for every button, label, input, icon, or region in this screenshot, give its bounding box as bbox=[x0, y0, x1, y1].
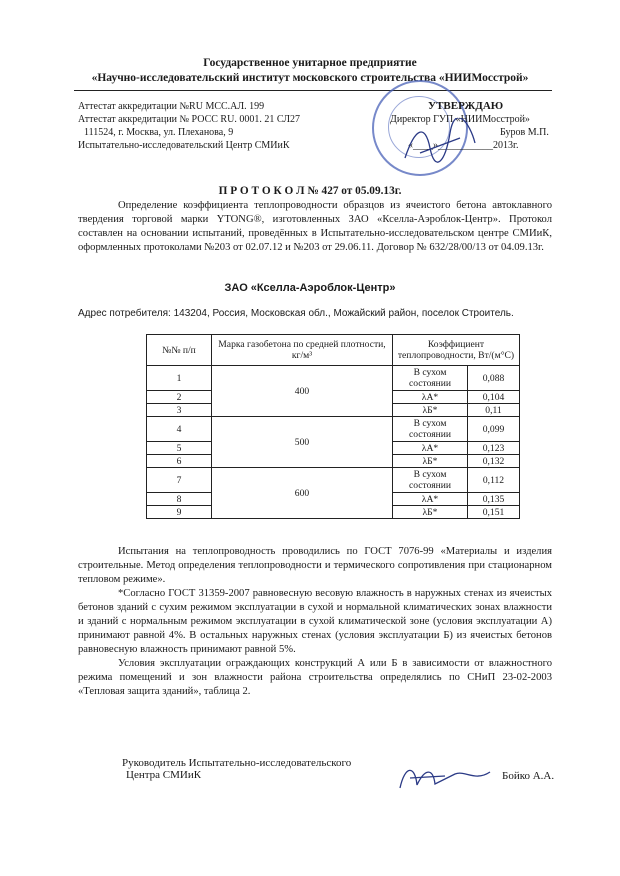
value-cell: 0,112 bbox=[468, 468, 520, 493]
center-name-line: Испытательно-исследовательский Центр СМИиК bbox=[78, 140, 290, 151]
condition-cell: λБ* bbox=[393, 506, 468, 519]
grade-cell: 600 bbox=[212, 468, 393, 519]
signatory-role bbox=[122, 757, 351, 781]
table-header-row bbox=[147, 335, 520, 366]
value-cell: 0,088 bbox=[468, 366, 520, 391]
signatory-role-line1: Руководитель Испытательно-исследовательского bbox=[122, 757, 352, 769]
results-table bbox=[146, 334, 520, 519]
condition-cell: В сухом состоянии bbox=[393, 468, 468, 493]
col-num-header: №№ п/п bbox=[147, 335, 212, 366]
protocol-title: П Р О Т О К О Л № 427 от 05.09.13г. bbox=[218, 185, 402, 197]
approve-name: Буров М.П. bbox=[500, 127, 549, 138]
paragraph-footnote: *Согласно ГОСТ 31359-2007 равновесную весовую влажность в наружных стенах из ячеистых бетонов зданий с сухим режимом эксплуатации в сухой и нормальной климатических зонах влажности и зданий с нормальным режимом эксплуатации в сухой климатической зоне (условия эксплуатации А) принимают равной 4%. В остальных наружных стенах (условия эксплуатации Б) из ячеистых бетонов равновесную влажность принимают равной 5%. bbox=[78, 588, 552, 655]
signatory-role-line2: Центра СМИиК bbox=[126, 769, 202, 781]
approve-title: УТВЕРЖДАЮ bbox=[428, 100, 504, 112]
col-coef-header: Коэффициент теплопроводности, Вт/(м°С) bbox=[393, 335, 520, 366]
value-cell: 0,099 bbox=[468, 417, 520, 442]
director-signature-icon bbox=[400, 118, 480, 168]
org-name-line1: Государственное унитарное предприятие bbox=[203, 57, 417, 69]
condition-cell: λА* bbox=[393, 442, 468, 455]
org-name-line2: «Научно-исследовательский институт московского строительства «НИИМосстрой» bbox=[91, 72, 529, 84]
paragraph-test-method: Испытания на теплопроводность проводились по ГОСТ 7076-99 «Материалы и изделия строительные. Метод определения теплопроводности и термического сопротивления при стационарном тепловом режиме». bbox=[78, 546, 552, 585]
row-num: 9 bbox=[147, 506, 212, 519]
paragraph-conditions: Условия эксплуатации ограждающих конструкций А или Б в зависимости от влажностного режима помещений и зон влажности района строительства определялись по СНиП 23-02-2003 «Тепловая защита зданий», таблица 2. bbox=[78, 658, 552, 697]
accreditation-line-1: Аттестат аккредитации №RU МСС.АЛ. 199 bbox=[78, 101, 265, 112]
protocol-text: Определение коэффициента теплопроводности образцов из ячеистого бетона автоклавного твердения торговой марки YTONG®, изготовленных ЗАО «Кселла-Аэроблок-Центр». Протокол составлен на основании испытаний, проведённых в Испытательно-исследовательском центре СМИиК, оформленных протоколами №203 от 02.07.12 и №203 от 29.06.11. Договор № 632/28/00/13 от 04.09.13г. bbox=[78, 200, 552, 253]
row-num: 8 bbox=[147, 493, 212, 506]
company-name: ЗАО «Кселла-Аэроблок-Центр» bbox=[224, 282, 396, 294]
address-line: 111524, г. Москва, ул. Плеханова, 9 bbox=[84, 127, 234, 138]
condition-cell: λА* bbox=[393, 391, 468, 404]
condition-cell: В сухом состоянии bbox=[393, 366, 468, 391]
table-row bbox=[147, 366, 520, 391]
consumer-address: Адрес потребителя: 143204, Россия, Московская обл., Можайский район, поселок Строитель. bbox=[78, 308, 514, 319]
grade-cell: 400 bbox=[212, 366, 393, 417]
signatory-name: Бойко А.А. bbox=[502, 770, 555, 782]
notes-block bbox=[78, 545, 552, 699]
value-cell: 0,151 bbox=[468, 506, 520, 519]
row-num: 3 bbox=[147, 404, 212, 417]
value-cell: 0,135 bbox=[468, 493, 520, 506]
header-divider bbox=[74, 90, 552, 91]
condition-cell: В сухом состоянии bbox=[393, 417, 468, 442]
row-num: 4 bbox=[147, 417, 212, 442]
approve-position: Директор ГУП «НИИМосстрой» bbox=[390, 114, 530, 125]
row-num: 2 bbox=[147, 391, 212, 404]
table-row bbox=[147, 417, 520, 442]
value-cell: 0,11 bbox=[468, 404, 520, 417]
accreditation-line-2: Аттестат аккредитации № РОСС RU. 0001. 21 СЛ27 bbox=[78, 114, 301, 125]
accreditation-block bbox=[78, 100, 300, 152]
condition-cell: λБ* bbox=[393, 404, 468, 417]
row-num: 1 bbox=[147, 366, 212, 391]
value-cell: 0,104 bbox=[468, 391, 520, 404]
approve-date: «____»___________2013г. bbox=[408, 140, 519, 151]
row-num: 5 bbox=[147, 442, 212, 455]
value-cell: 0,132 bbox=[468, 455, 520, 468]
head-signature-icon bbox=[395, 760, 495, 796]
condition-cell: λА* bbox=[393, 493, 468, 506]
value-cell: 0,123 bbox=[468, 442, 520, 455]
row-num: 7 bbox=[147, 468, 212, 493]
col-grade-header: Марка газобетона по средней плотности, кг/м³ bbox=[212, 335, 393, 366]
table-row bbox=[147, 468, 520, 493]
grade-cell: 500 bbox=[212, 417, 393, 468]
condition-cell: λБ* bbox=[393, 455, 468, 468]
row-num: 6 bbox=[147, 455, 212, 468]
